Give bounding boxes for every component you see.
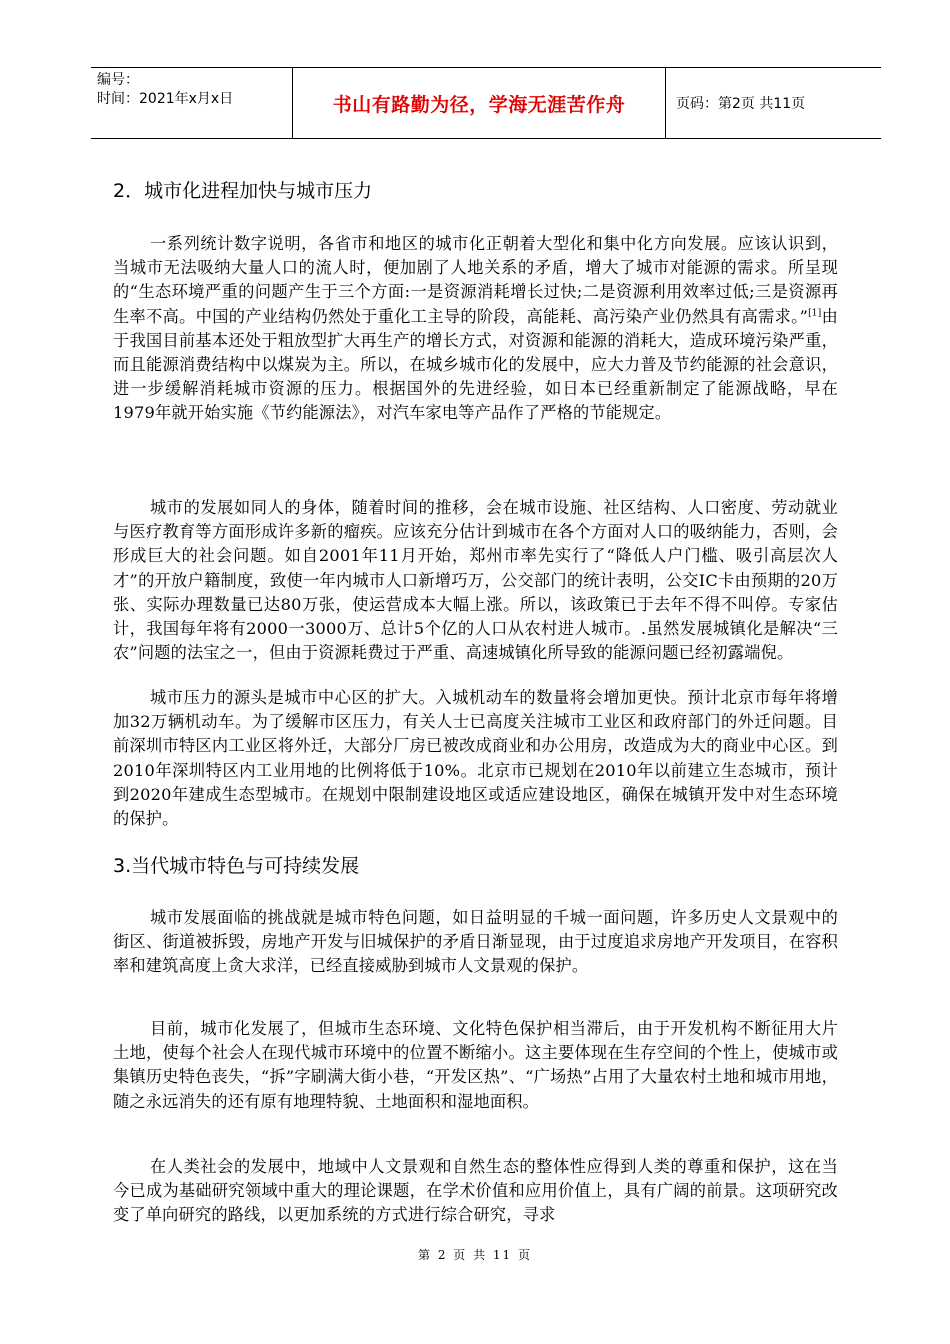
body-paragraph: 一系列统计数字说明，各省市和地区的城市化正朝着大型化和集中化方向发展。应该认识到，当城市无法吸纳大量人口的流人时，便加剧了人地关系的矛盾，增大了城市对能源的需求。所呈现的“生态环境严重的问题产生于三个方面:一是资源消耗增长过快;二是资源利用效率过低;三是资源再生率不高。中国的产业结构仍然处于重化工主导的阶段，高能耗、高污染产业仍然具有高需求。”[1]由于我国目前基本还处于粗放型扩大再生产的增长方式，对资源和能源的消耗大，造成环境污染严重，而且能源消费结构中以煤炭为主。所以，在城乡城市化的发展中，应大力普及节约能源的社会意识，进一步缓解消耗城市资源的压力。根据国外的先进经验，如日本已经重新制定了能源战略，早在1979年就开始实施《节约能源法》，对汽车家电等产品作了严格的节能规定。 — [113, 234, 838, 423]
time-label: 时间：2021年x月x日 — [97, 91, 234, 107]
body-paragraph: 城市发展面临的挑战就是城市特色问题，如日益明显的千城一面问题，许多历史人文景观中的街区、街道被拆毁，房地产开发与旧城保护的矛盾日渐显现，由于过度追求房地产开发项目，在容积率和建筑高度上贪大求洋，已经直接威胁到城市人文景观的保护。 — [113, 908, 838, 976]
number-label: 编号： — [97, 72, 139, 88]
page-footer: 第 2 页 共 11 页 — [418, 1248, 532, 1262]
header-page-info: 页码：第2页 共11页 — [676, 96, 806, 112]
body-paragraph: 城市的发展如同人的身体，随着时间的推移，会在城市设施、社区结构、人口密度、劳动就业与医疗教育等方面形成许多新的瘤疾。应该充分估计到城市在各个方面对人口的吸纳能力，否则，会形成巨大的社会问题。如自2001年11月开始，郑州市率先实行了“降低人户门槛、吸引高层次人才”的开放户籍制度，致使一年内城市人口新增巧万，公交部门的统计表明，公交IC卡由预期的20万张、实际办理数量已达80万张，使运营成本大幅上涨。所以，该政策已于去年不得不叫停。专家估计，我国每年将有2000一3000万、总计5个亿的人口从农村进人城市。.虽然发展城镇化是解决“三农”问题的法宝之一，但由于资源耗费过于严重、高速城镇化所导致的能源问题已经初露端倪。 — [113, 498, 838, 663]
section-heading: 3.当代城市特色与可持续发展 — [113, 855, 360, 877]
section-heading: 2．城市化进程加快与城市压力 — [113, 180, 373, 202]
page-header — [91, 67, 881, 139]
header-motto: 书山有路勤为径，学海无涯苦作舟 — [293, 68, 666, 138]
body-paragraph: 目前，城市化发展了，但城市生态环境、文化特色保护相当滞后，由于开发机构不断征用大片土地，使每个社会人在现代城市环境中的位置不断缩小。这主要体现在生存空间的个性上，使城市或集镇历史特色丧失，“拆”字刷满大街小巷，“开发区热”、“广场热”占用了大量农村土地和城市用地，随之永远消失的还有原有地理特貌、土地面积和湿地面积。 — [113, 1019, 838, 1111]
footnote-ref[interactable]: [1] — [808, 308, 822, 319]
body-paragraph: 在人类社会的发展中，地域中人文景观和自然生态的整体性应得到人类的尊重和保护，这在当今已成为基础研究领域中重大的理论课题，在学术价值和应用价值上，具有广阔的前景。这项研究改变了单向研究的路线，以更加系统的方式进行综合研究，寻求 — [113, 1157, 838, 1225]
header-meta — [91, 68, 293, 138]
body-paragraph: 城市压力的源头是城市中心区的扩大。入城机动车的数量将会增加更快。预计北京市每年将增加32万辆机动车。为了缓解市区压力，有关人士已高度关注城市工业区和政府部门的外迁问题。目前深圳市特区内工业区将外迁，大部分厂房已被改成商业和办公用房，改造成为大的商业中心区。到2010年深圳特区内工业用地的比例将低于10%。北京市已规划在2010年以前建立生态城市，预计到2020年建成生态型城市。在规划中限制建设地区或适应建设地区，确保在城镇开发中对生态环境的保护。 — [113, 688, 838, 829]
